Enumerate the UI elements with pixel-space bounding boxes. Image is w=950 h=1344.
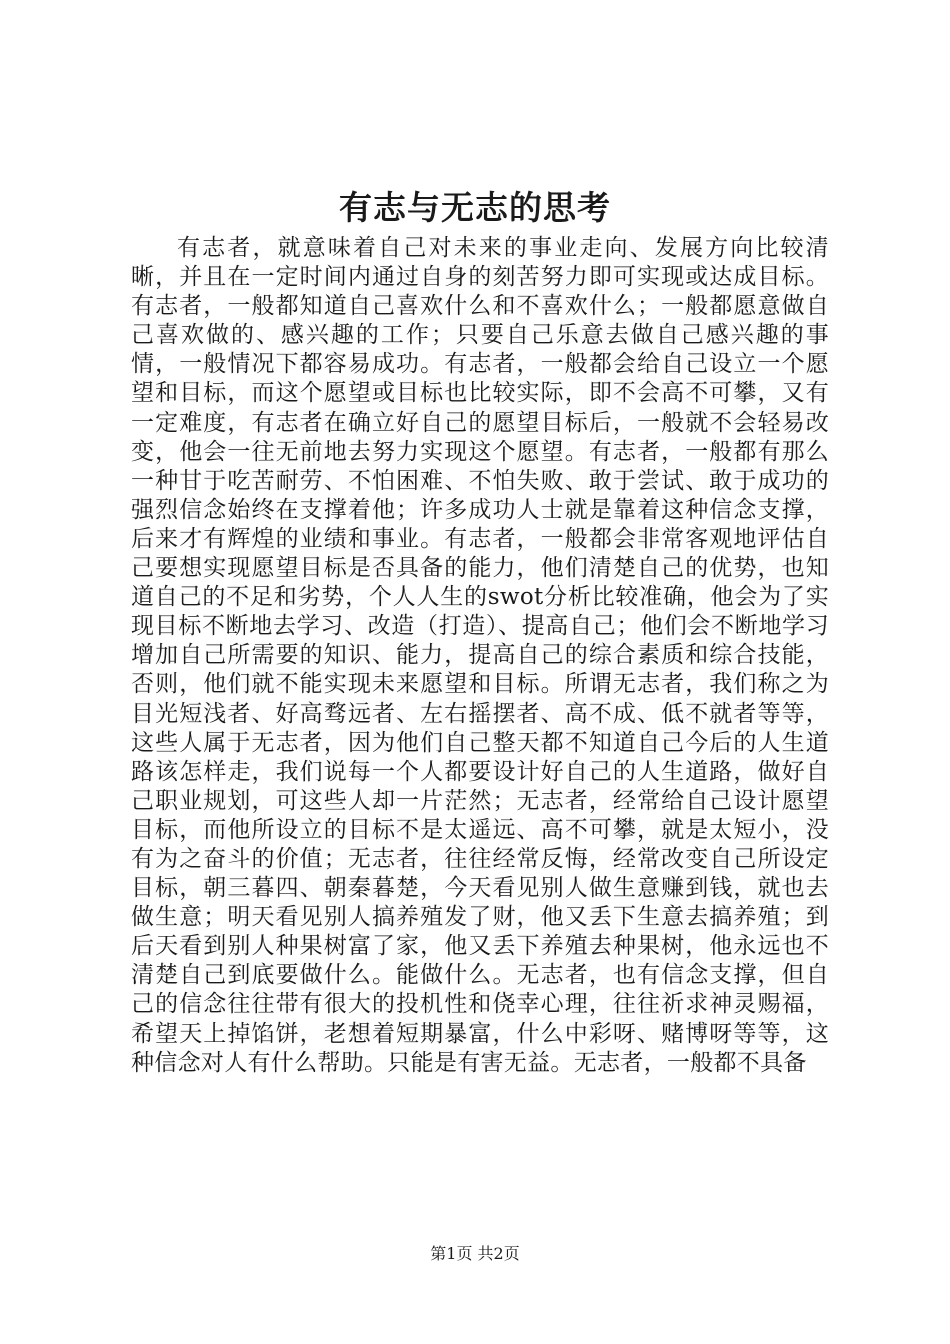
document-title: 有志与无志的思考 — [339, 188, 611, 227]
body-paragraph: 有志者，就意味着自己对未来的事业走向、发展方向比较清晰，并且在一定时间内通过自身的刻苦努力即可实现或达成目标。有志者，一般都知道自己喜欢什么和不喜欢什么；一般都愿意做自己喜欢做的、感兴趣的工作；只要自己乐意去做自己感兴趣的事情，一般情况下都容易成功。有志者，一般都会给自己设立一个愿望和目标，而这个愿望或目标也比较实际，即不会高不可攀，又有一定难度，有志者在确立好自己的愿望目标后，一般就不会轻易改变，他会一往无前地去努力实现这个愿望。有志者，一般都有那么一种甘于吃苦耐劳、不怕困难、不怕失败、敢于尝试、敢于成功的强烈信念始终在支撑着他；许多成功人士就是靠着这种信念支撑，后来才有辉煌的业绩和事业。有志者，一般都会非常客观地评估自己要想实现愿望目标是否具备的能力，他们清楚自己的优势，也知道自己的不足和劣势，个人人生的swot分析比较准确，他会为了实现目标不断地去学习、改造（打造）、提高自己；他们会不断地学习增加自己所需要的知识、能力，提高自己的综合素质和综合技能，否则，他们就不能实现未来愿望和目标。所谓无志者，我们称之为目光短浅者、好高骛远者、左右摇摆者、高不成、低不就者等等，这些人属于无志者，因为他们自己整天都不知道自己今后的人生道路该怎样走，我们说每一个人都要设计好自己的人生道路，做好自己职业规划，可这些人却一片茫然；无志者，经常给自己设计愿望目标，而他所设立的目标不是太遥远、高不可攀，就是太短小，没有为之奋斗的价值；无志者，往往经常反悔，经常改变自己所设定目标，朝三暮四、朝秦暮楚，今天看见别人做生意赚到钱，就也去做生意；明天看见别人搞养殖发了财，他又丢下生意去搞养殖；到后天看到别人种果树富了家，他又丢下养殖去种果树，他永远也不清楚自己到底要做什么。能做什么。无志者，也有信念支撑，但自己的信念往往带有很大的投机性和侥幸心理，往往祈求神灵赐福，希望天上掉馅饼，老想着短期暴富，什么中彩呀、赌博呀等等，这种信念对人有什么帮助。只能是有害无益。无志者，一般都不具备 — [131, 235, 829, 1076]
page-number: 第1页 共2页 — [430, 1244, 520, 1263]
